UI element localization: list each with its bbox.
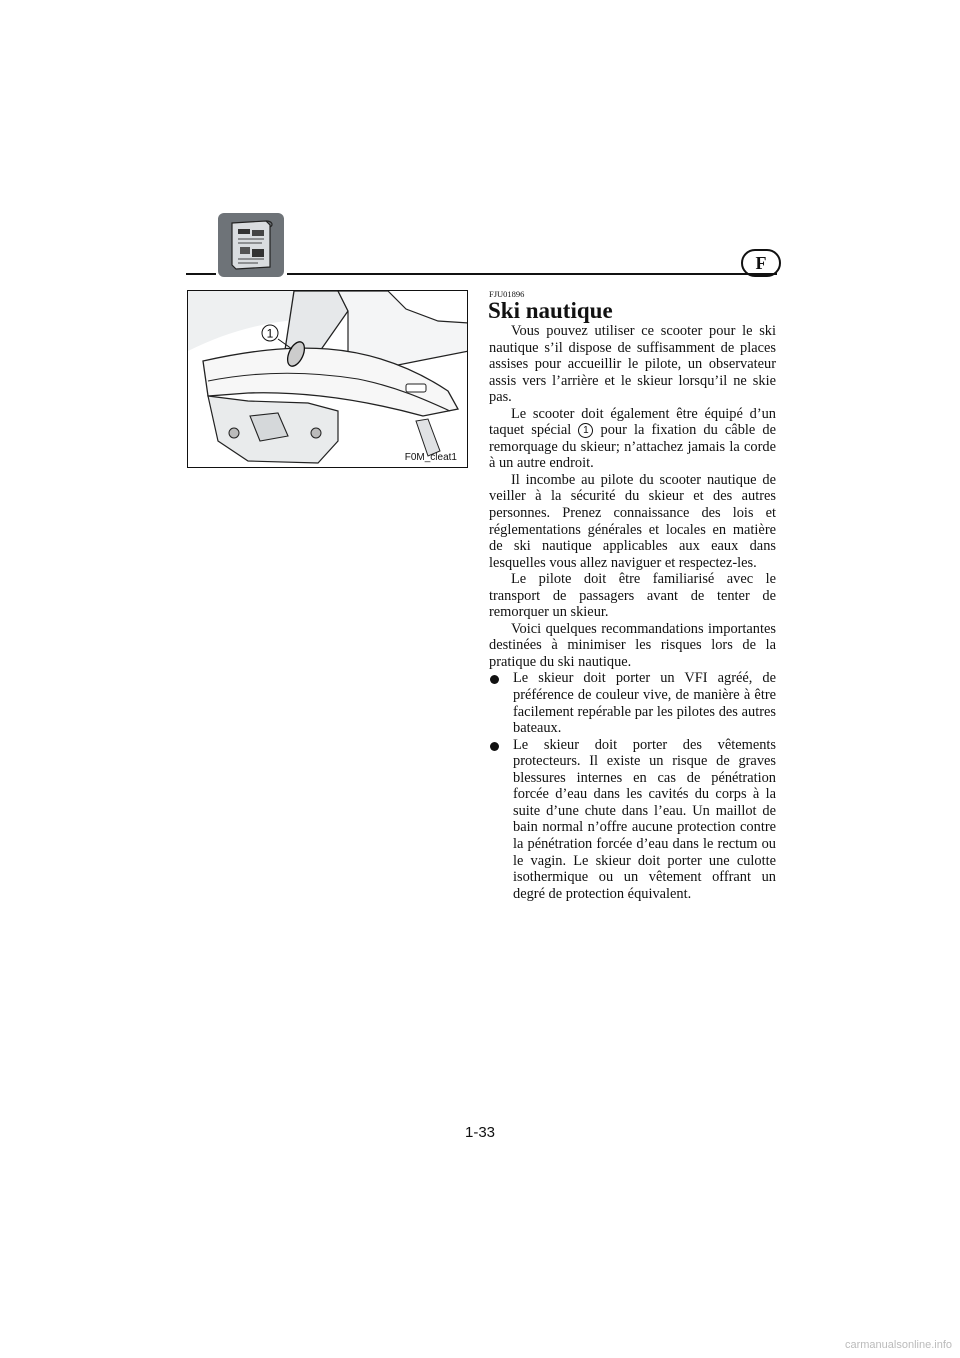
recommendation-list <box>489 670 776 902</box>
figure-label: F0M_cleat1 <box>404 452 457 463</box>
cleat-callout-ref: 1 <box>578 423 593 438</box>
page-number: 1-33 <box>464 1124 496 1141</box>
paragraph-cleat-text-a: Le scooter doit également être équipé d’un taquet spécial <box>489 405 776 439</box>
bullet-icon <box>490 675 499 684</box>
list-item <box>489 670 776 736</box>
paragraph-intro: Vous pouvez utiliser ce scooter pour le ski nautique s’il dispose de suffisamment de places assises pour accueillir le pilote, un observateur assis vers l’arrière et le skieur lorsqu’il ne skie pas. <box>489 323 776 406</box>
figure-callout: 1 <box>266 326 274 341</box>
list-item-text: Le skieur doit porter des vêtements protecteurs. Il existe un risque de graves blessures internes en cas de pénétration forcée d’eau dans les cavités du corps à la suite d’une chute dans l’eau. Un maillot de bain normal n’offre aucune protection contre la pénétration forcée d’eau dans le rectum ou le vagin. Le skieur doit porter une culotte isothermique ou un vêtement offrant un degré de protection équivalent. <box>513 736 776 902</box>
section-badge: F <box>741 249 781 277</box>
footer-brand: carmanualsonline.info <box>844 1339 952 1351</box>
article-body <box>489 323 776 902</box>
paragraph-recommendations: Voici quelques recommandations importantes destinées à minimiser les risques lors de la pratique du ski nautique. <box>489 620 776 670</box>
list-item <box>489 737 776 902</box>
section-title: Ski nautique <box>488 298 613 323</box>
list-item-text: Le skieur doit porter un VFI agréé, de préférence de couleur vive, de manière à être facilement repérable par les pilotes des autres bateaux. <box>513 670 776 737</box>
paragraph-responsibility: Il incombe au pilote du scooter nautique de veiller à la sécurité du skieur et des autres personnes. Prenez connaissance des lois et réglementations générales et locales en matière de ski nautique applicables aux eaux dans lesquelles vous allez naviguer et respectez-les. <box>489 471 776 571</box>
bullet-icon <box>490 742 499 751</box>
section-code: FJU01896 <box>489 289 525 299</box>
watercraft-figure <box>187 290 468 468</box>
watercraft-drawing <box>188 291 468 468</box>
paragraph-cleat-text-b: pour la fixation du câble de remorquage du skieur; n’attachez jamais la corde à un autre endroit. <box>489 422 776 472</box>
paragraph-passengers: Le pilote doit être familiarisé avec le transport de passagers avant de tenter de remorquer un skieur. <box>489 571 776 621</box>
header-rule-left <box>186 273 216 275</box>
paragraph-cleat <box>489 406 776 472</box>
header-rule-right <box>287 273 777 275</box>
manual-book-icon <box>218 213 284 277</box>
